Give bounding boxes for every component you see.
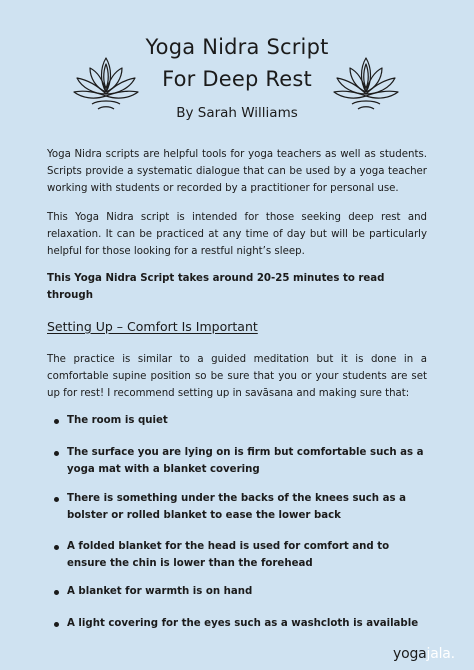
bullet-icon bbox=[54, 622, 59, 627]
bullet-icon bbox=[54, 451, 59, 456]
purpose-paragraph: This Yoga Nidra script is intended for those seeking deep rest and relaxation. It can be practiced at any time of day but will be particularly helpful for those looking for a restful night’s sleep. bbox=[47, 212, 427, 257]
list-item-text: The room is quiet bbox=[67, 415, 168, 426]
bullet-icon bbox=[54, 419, 59, 424]
bullet-icon bbox=[54, 545, 59, 550]
logo-text-primary: yoga bbox=[393, 646, 427, 662]
bullet-icon bbox=[54, 590, 59, 595]
section-heading: Setting Up – Comfort Is Important bbox=[47, 319, 258, 334]
brand-logo[interactable] bbox=[393, 646, 455, 662]
list-item bbox=[47, 412, 427, 429]
list-item-text: A light covering for the eyes such as a washcloth is available bbox=[67, 618, 419, 629]
list-item bbox=[47, 538, 427, 572]
duration-note: This Yoga Nidra Script takes around 20-25 minutes to read through bbox=[47, 273, 385, 301]
logo-text-accent: jala. bbox=[426, 646, 455, 662]
list-item bbox=[47, 490, 427, 524]
list-item bbox=[47, 444, 427, 478]
list-item-text: A folded blanket for the head is used for comfort and to ensure the chin is lower than the forehead bbox=[67, 541, 390, 569]
intro-paragraph: Yoga Nidra scripts are helpful tools for yoga teachers as well as students. Scripts provide a systematic dialogue that can be used by a yoga teacher working with students or recorded by a practitioner for personal use. bbox=[47, 149, 427, 194]
list-item bbox=[47, 615, 427, 632]
document-subtitle: For Deep Rest bbox=[162, 67, 312, 91]
setup-paragraph: The practice is similar to a guided meditation but it is done in a comfortable supine position so be sure that you or your students are set up for rest! I recommend setting up in savāsana and making sure that: bbox=[47, 354, 427, 399]
bullet-icon bbox=[54, 497, 59, 502]
list-item bbox=[47, 583, 427, 600]
list-item-text: A blanket for warmth is on hand bbox=[67, 586, 253, 597]
document-title: Yoga Nidra Script bbox=[145, 35, 329, 59]
list-item-text: There is something under the backs of the knees such as a bolster or rolled blanket to ease the lower back bbox=[67, 493, 406, 521]
author-byline: By Sarah Williams bbox=[176, 105, 298, 121]
list-item-text: The surface you are lying on is firm but comfortable such as a yoga mat with a blanket covering bbox=[67, 447, 424, 475]
